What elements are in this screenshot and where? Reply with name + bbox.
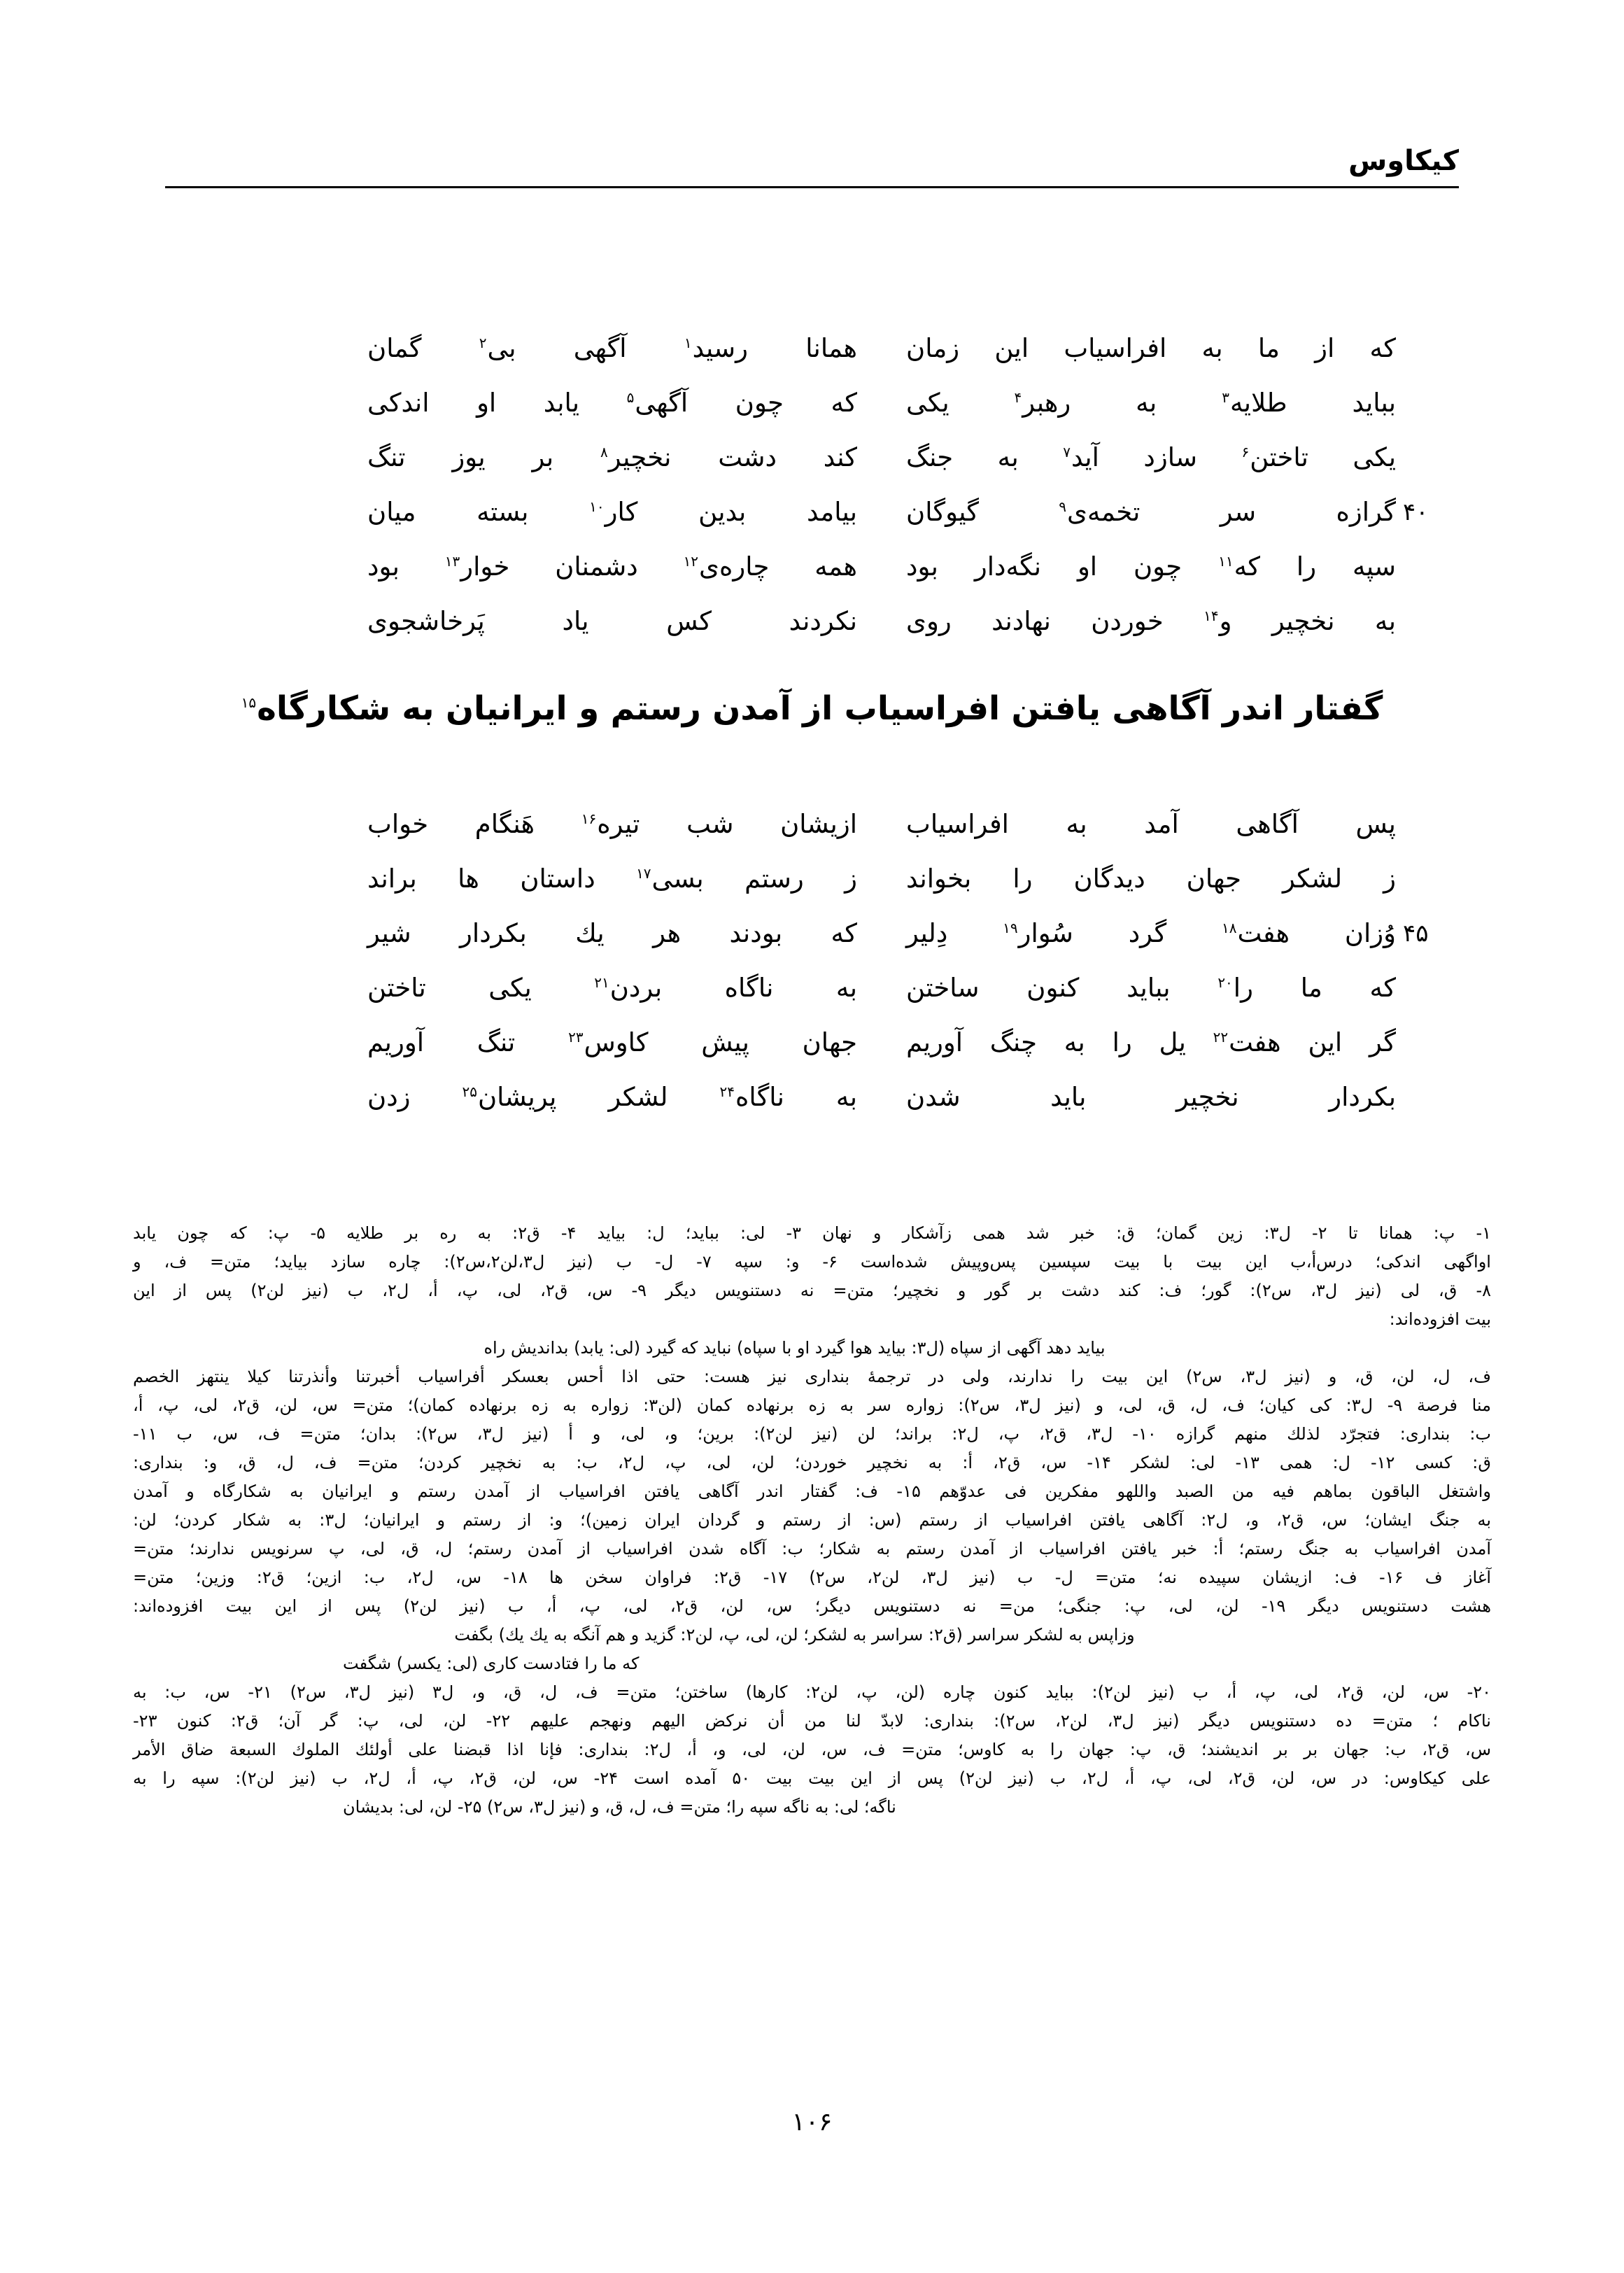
- verse-word: روی: [906, 606, 952, 636]
- apparatus-line: ف، ل، لن، ق، و (نیز ل۳، س۲) این بیت را ندارند، ولی در ترجمهٔ بنداری نیز هست: حتی اذا أحس بعسکر أفراسیاب أخبرتنا وأنذرتنا کیلا ینتهز الخصم: [133, 1367, 1492, 1386]
- verse-word: را: [1112, 1027, 1132, 1057]
- verse-word: همه: [814, 551, 857, 582]
- verse-word: از: [1315, 333, 1335, 363]
- header-rule: [165, 186, 1459, 188]
- verse-word: نگه‌دار: [974, 551, 1042, 582]
- verse-word: را: [1012, 864, 1033, 894]
- verse-word: بی$^۲$: [479, 333, 516, 363]
- apparatus-line: وزاپس به لشکر سراسر (ق۲: سراسر به لشکر؛ لن، لی، پ، لن۲: گزید و هم آنگه به یك یك) بگفت: [454, 1625, 1135, 1645]
- verse-word: آید$^۷$: [1063, 442, 1099, 472]
- verse-line: [165, 907, 1459, 962]
- footnote-marker: ۶: [1241, 443, 1250, 460]
- apparatus-line: ۲۰- س، لن، ق۲، لی، پ، أ، ب (نیز لن۲): بباید کنون چاره (لن، پ، لن۲: کارها) ساختن؛ متن= ف، ل، ق، و، ل۳ (نیز ل۳، س۲) ۲۱- س، ب: به: [133, 1682, 1492, 1702]
- verse-word: چون: [735, 388, 784, 418]
- verse-word: اندکی: [367, 388, 430, 418]
- verse-word: آگاهی: [1236, 809, 1299, 839]
- verse-word: آوریم: [367, 1027, 424, 1057]
- verse-number: ۴۰: [1403, 498, 1429, 526]
- verse-word: که: [831, 388, 857, 418]
- verse-word: کس: [666, 606, 712, 636]
- verse-line: [165, 798, 1459, 852]
- hemistich-first: [906, 486, 1396, 539]
- footnote-marker: ۱۸: [1221, 919, 1237, 936]
- verse-word: بودند: [729, 918, 783, 948]
- apparatus-line: ق: کسی ۱۲- ل: همی ۱۳- لی: لشکر ۱۴- س، ق۲، أ: به نخچیر خوردن؛ لن، لی، پ، ل۲، ب: به نخچیر کردن؛ متن= ف، ل، ق، و: بنداری:: [133, 1453, 1491, 1472]
- verse-word: بر: [532, 442, 554, 472]
- verse-word: جهان: [1186, 864, 1242, 894]
- footnote-marker: ۱۹: [1003, 919, 1018, 936]
- verse-word: خوار$^{۱۳}$: [444, 551, 510, 582]
- verse-word: گیوگان: [906, 497, 979, 527]
- footnote-marker: ۷: [1063, 443, 1071, 460]
- verse-line: [165, 377, 1459, 431]
- footnote-marker: ۸: [600, 443, 608, 460]
- verse-word: گرازه: [1336, 497, 1396, 527]
- hemistich-second: [367, 540, 857, 593]
- verse-word: سُوار$^{۱۹}$: [1003, 918, 1073, 948]
- verse-word: بخواند: [906, 864, 972, 894]
- verse-word: یکی: [1353, 442, 1396, 472]
- hemistich-first: [906, 595, 1396, 648]
- verse-word: بباید: [1127, 973, 1171, 1003]
- verse-word: به: [1064, 1027, 1085, 1057]
- footnote-marker: ۱۰: [589, 498, 605, 515]
- footnote-marker: ۱: [684, 334, 692, 351]
- apparatus-line: آمدن افراسیاب به جنگ رستم؛ أ: خبر یافتن افراسیاب از آمدن رستم به شکار؛ ب: آگاه شدن افراسیاب از آمدن رستم؛ ل، ق، لی، پ سرنویس ندارند؛ متن=: [133, 1539, 1491, 1558]
- verse-word: نهادند: [991, 606, 1051, 636]
- apparatus-criticus: [133, 1219, 1491, 1822]
- section-heading: [165, 689, 1459, 728]
- verse-word: لشکر: [608, 1082, 668, 1112]
- hemistich-first: [906, 540, 1396, 593]
- footnote-marker: ۲۱: [594, 973, 609, 991]
- hemistich-first: [906, 322, 1396, 375]
- footnote-marker: ۹: [1059, 498, 1067, 515]
- footnote-marker: ۲۳: [568, 1028, 584, 1046]
- verse-word: تیره$^{۱۶}$: [581, 809, 640, 839]
- verse-block-1: [165, 322, 1459, 649]
- verse-word: نخچیر: [1271, 606, 1335, 636]
- verse-block-2: [165, 798, 1459, 1125]
- verse-word: زدن: [367, 1082, 411, 1112]
- verse-word: و$^{۱۴}$: [1203, 606, 1232, 636]
- verse-word: طلایه$^۳$: [1222, 388, 1287, 418]
- verse-word: یك: [575, 918, 605, 948]
- verse-word: چون: [1134, 551, 1182, 582]
- page-header: [165, 146, 1459, 188]
- verse-word: پس: [1355, 809, 1396, 839]
- verse-word: دِلیر: [906, 918, 948, 948]
- verse-word: یوز: [452, 442, 486, 472]
- verse-word: کنون: [1026, 973, 1080, 1003]
- apparatus-line: بیاید دهد آگهی از سپاه (ل۳: بیاید هوا گیرد او با سپاه) نباید که گیرد (لی: یابد) بداندیش راه: [483, 1338, 1106, 1358]
- verse-word: بکردار: [1329, 1082, 1396, 1112]
- verse-word: آمد: [1144, 809, 1179, 839]
- footnote-marker: ۲۲: [1213, 1028, 1229, 1046]
- verse-word: شدن: [906, 1082, 961, 1112]
- verse-word: آوریم: [906, 1027, 963, 1057]
- apparatus-line: علی کیکاوس: در س، لن، ق۲، لی، پ، أ، ل۲، ب (نیز لن۲) پس از این بیت بیت ۵۰ آمده است ۲۴- س، لن، ق۲، پ، أ، ل۲، ب (نیز لن۲): سپه را به: [133, 1768, 1492, 1788]
- hemistich-first: [906, 377, 1396, 430]
- hemistich-second: [367, 852, 857, 906]
- verse-word: این: [1308, 1027, 1343, 1057]
- verse-line: [165, 322, 1459, 377]
- verse-word: بسی$^{۱۷}$: [636, 864, 704, 894]
- verse-word: داستان: [520, 864, 595, 894]
- verse-word: که: [831, 918, 857, 948]
- verse-word: تخمه‌ی$^۹$: [1059, 497, 1141, 527]
- hemistich-second: [367, 798, 857, 851]
- verse-word: هفت$^{۱۸}$: [1221, 918, 1290, 948]
- verse-word: به: [835, 1082, 857, 1112]
- footnote-marker: ۲۵: [462, 1083, 477, 1100]
- verse-word: همانا: [805, 333, 857, 363]
- verse-word: براند: [367, 864, 417, 894]
- verse-word: تنگ: [476, 1027, 516, 1057]
- verse-word: افراسیاب: [906, 809, 1009, 839]
- verse-word: پَرخاشجوی: [367, 606, 485, 636]
- verse-word: به: [1136, 388, 1157, 418]
- running-head: کیکاوس: [1348, 145, 1459, 177]
- verse-word: بردن$^{۲۱}$: [594, 973, 663, 1003]
- verse-word: که$^{۱۱}$: [1218, 551, 1261, 582]
- apparatus-line: ۱- پ: همانا تا ۲- ل۳: زین گمان؛ ق: خبر شد همی زآشکار و نهان ۳- لی: بباید؛ ل: بیاید ۴- ق۲: به ره بر طلایه ۵- پ: که چون یابد: [133, 1223, 1491, 1243]
- footnote-marker: ۱۳: [444, 552, 460, 570]
- verse-word: او: [476, 388, 497, 418]
- apparatus-line: ۸- ق، لی (نیز ل۳، س۲): گور؛ ف: کند دشت بر گور و نخچیر؛ متن= نه دستنویس دیگر ۹- س، ق۲، لی، پ، أ، ل۲، ب (نیز لن۲) پس از این: [133, 1281, 1491, 1300]
- verse-word: هر: [653, 918, 682, 948]
- verse-word: که: [1369, 333, 1396, 363]
- verse-word: ساختن: [906, 973, 980, 1003]
- hemistich-second: [367, 907, 857, 960]
- verse-number: ۴۵: [1403, 920, 1429, 948]
- verse-word: جنگ: [906, 442, 954, 472]
- verse-word: بسته: [476, 497, 529, 527]
- verse-word: هَنگام: [474, 809, 535, 839]
- verse-word: رسید$^۱$: [684, 333, 749, 363]
- verse-line: [165, 595, 1459, 649]
- verse-word: کار$^{۱۰}$: [589, 497, 638, 527]
- verse-word: بود: [367, 551, 400, 582]
- verse-word: بباید: [1352, 388, 1396, 418]
- verse-word: جهان: [802, 1027, 857, 1057]
- apparatus-line: ناکام ؛ متن= ده دستنویس دیگر (نیز ل۳، لن۲، س۲): بنداری: لابدّ لنا من أن نرکض الیهم ونهجم علیهم ۲۲- لن، لی، پ: گر آن؛ ق۲: کنون ۲۳-: [133, 1711, 1491, 1731]
- verse-word: ناگاه$^{۲۴}$: [719, 1082, 784, 1112]
- apparatus-line: ب: بنداری: فتجرّد لذلك منهم گرازه ۱۰- ل۳، ق۲، پ، ل۲: براند؛ لن (نیز لن۲): برین؛ و، لی، و أ (نیز ل۳، س۲): بدان؛ متن= ف، س، ب ۱۱-: [133, 1424, 1492, 1444]
- verse-word: به: [1201, 333, 1223, 363]
- verse-word: را: [1296, 551, 1317, 582]
- verse-word: هفت$^{۲۲}$: [1213, 1027, 1281, 1057]
- verse-word: پریشان$^{۲۵}$: [462, 1082, 557, 1112]
- verse-word: به: [1066, 809, 1087, 839]
- verse-word: گر: [1369, 1027, 1396, 1057]
- apparatus-line: منا فرصة ۹- ل۳: کی کیان؛ ف، ل، ق، لی، و (نیز ل۳، س۲): زواره سر به زه برنهاده کمان (لن۳: زواره به زه برنهاده کمان)؛ متن= س، لن، ق۲، لی، پ، أ،: [133, 1395, 1491, 1415]
- verse-word: چنگ: [989, 1027, 1037, 1057]
- verse-word: ناگاه: [724, 973, 774, 1003]
- apparatus-line: س، ق۲، ب: جهان بر بر اندیشند؛ ق، پ: جهان را به کاوس؛ متن= ف، س، لن، لی، و، أ، ل۲: بنداری: فإنا اذا قبضنا علی أولئك الملوك السبعة ضاق الأمر: [133, 1740, 1491, 1759]
- verse-word: تاختن$^۶$: [1241, 442, 1308, 472]
- verse-word: این: [994, 333, 1029, 363]
- verse-word: که: [1369, 973, 1396, 1003]
- apparatus-line: واشتغل الباقون بماهم فیه من الصبد واللهو مفکرین فی عدوّهم ۱۵- ف: گفتار اندر آگاهی یافتن افراسیاب از آمدن رستم و ایرانیان به شکارگاه و آمدن: [133, 1482, 1491, 1501]
- footnote-marker: ۱۵: [241, 694, 257, 712]
- footnote-marker: ۱۲: [683, 552, 699, 570]
- verse-word: چاره‌ی$^{۱۲}$: [683, 551, 770, 582]
- apparatus-line: به جنگ ایشان؛ س، ق۲، و، ل۲: آگاهی یافتن افراسیاب از رستم (س: از رستم و گردان ایران زمین)؛ و: از رستم و ایرانیان؛ ل۳: به شکار کردن؛ لن:: [133, 1510, 1492, 1530]
- footnote-marker: ۵: [626, 388, 635, 406]
- verse-word: میان: [367, 497, 416, 527]
- verse-line: [165, 486, 1459, 540]
- verse-line: [165, 1071, 1459, 1125]
- verse-word: وُزان: [1344, 918, 1396, 948]
- hemistich-second: [367, 1071, 857, 1124]
- hemistich-first: [906, 798, 1396, 851]
- hemistich-first: [906, 1016, 1396, 1069]
- verse-word: را$^{۲۰}$: [1217, 973, 1253, 1003]
- footnote-marker: ۱۶: [581, 810, 597, 827]
- verse-word: به: [835, 973, 857, 1003]
- verse-word: لشکر: [1283, 864, 1343, 894]
- footnote-marker: ۲۰: [1217, 973, 1233, 991]
- verse-word: سازد: [1143, 442, 1198, 472]
- hemistich-second: [367, 486, 857, 539]
- hemistich-first: [906, 852, 1396, 906]
- verse-word: دیدگان: [1073, 864, 1145, 894]
- hemistich-second: [367, 431, 857, 484]
- verse-word: گمان: [367, 333, 422, 363]
- footnote-marker: ۲: [479, 334, 487, 351]
- verse-word: سر: [1220, 497, 1257, 527]
- verse-word: ما: [1257, 333, 1280, 363]
- verse-word: آگهی: [573, 333, 627, 363]
- verse-word: باید: [1050, 1082, 1087, 1112]
- verse-word: تاختن: [367, 973, 426, 1003]
- verse-word: نخچیر: [1176, 1082, 1239, 1112]
- hemistich-second: [367, 1016, 857, 1069]
- verse-word: ز: [845, 864, 857, 894]
- verse-word: خوردن: [1091, 606, 1164, 636]
- apparatus-line: هشت دستنویس دیگر ۱۹- لن، لی، پ: جنگی؛ من= نه دستنویس دیگر؛ س، لن، ق۲، لی، پ، أ، ب (نیز لن۲) پس از این بیت افزوده‌اند:: [133, 1596, 1491, 1616]
- footnote-marker: ۳: [1222, 388, 1229, 406]
- verse-word: نخچیر$^۸$: [600, 442, 672, 472]
- apparatus-line: ناگه؛ لی: به ناگه سپه را؛ متن= ف، ل، ق، و (نیز ل۳، س۲) ۲۵- لن، لی: بدیشان: [343, 1797, 896, 1817]
- verse-word: رهبر$^۴$: [1014, 388, 1071, 418]
- verse-word: یل: [1159, 1027, 1186, 1057]
- verse-word: یکی: [906, 388, 949, 418]
- verse-word: ز: [1383, 864, 1396, 894]
- verse-word: یاد: [562, 606, 589, 636]
- verse-word: تنگ: [367, 442, 406, 472]
- verse-word: ازیشان: [780, 809, 857, 839]
- verse-word: به: [1374, 606, 1396, 636]
- apparatus-line: که ما را فتادست کاری (لی: یکسر) شگفت: [343, 1654, 640, 1673]
- hemistich-second: [367, 962, 857, 1015]
- apparatus-line: بیت افزوده‌اند:: [1389, 1309, 1491, 1329]
- verse-word: گرد: [1128, 918, 1167, 948]
- hemistich-second: [367, 322, 857, 375]
- verse-word: یابد: [543, 388, 580, 418]
- verse-word: شب: [686, 809, 734, 839]
- verse-line: [165, 1016, 1459, 1071]
- hemistich-first: [906, 962, 1396, 1015]
- footnote-marker: ۲۴: [719, 1083, 735, 1100]
- verse-word: نکردند: [789, 606, 857, 636]
- footnote-marker: ۱۴: [1203, 607, 1219, 624]
- footnote-marker: ۴: [1014, 388, 1022, 406]
- verse-word: بیامد: [807, 497, 857, 527]
- verse-word: او: [1077, 551, 1098, 582]
- verse-word: کند: [823, 442, 857, 472]
- verse-word: بود: [906, 551, 938, 582]
- verse-word: خواب: [367, 809, 429, 839]
- hemistich-second: [367, 377, 857, 430]
- verse-word: به: [997, 442, 1019, 472]
- verse-line: [165, 962, 1459, 1016]
- hemistich-first: [906, 431, 1396, 484]
- verse-word: پیش: [701, 1027, 749, 1057]
- footnote-marker: ۱۱: [1218, 552, 1234, 570]
- verse-word: آگهی$^۵$: [626, 388, 689, 418]
- hemistich-first: [906, 907, 1396, 960]
- hemistich-first: [906, 1071, 1396, 1124]
- verse-word: رستم: [744, 864, 804, 894]
- hemistich-second: [367, 595, 857, 648]
- verse-word: یکی: [488, 973, 532, 1003]
- verse-line: [165, 540, 1459, 595]
- verse-word: سپه: [1352, 551, 1396, 582]
- verse-word: شیر: [367, 918, 411, 948]
- verse-line: [165, 852, 1459, 907]
- verse-word: بکردار: [460, 918, 527, 948]
- verse-word: ها: [458, 864, 479, 894]
- verse-word: بدین: [698, 497, 747, 527]
- section-heading-text: گفتار اندر آگاهی یافتن افراسیاب از آمدن رستم و ایرانیان به شکارگاه: [257, 689, 1383, 728]
- footnote-marker: ۱۷: [636, 864, 651, 882]
- verse-word: افراسیاب: [1064, 333, 1167, 363]
- verse-word: کاوس$^{۲۳}$: [568, 1027, 649, 1057]
- apparatus-line: اواگهی اندکی؛ درس‌أ،ب این بیت با بیت سپسین پس‌وپیش شده‌است ۶- و: سپه ۷- ل- ب (نیز ل۳،لن۲،س۲): چاره سازد بیاید؛ متن= ف، و: [133, 1252, 1491, 1272]
- verse-line: [165, 431, 1459, 486]
- verse-word: ما: [1300, 973, 1322, 1003]
- verse-word: زمان: [906, 333, 960, 363]
- folio-number: ۱۰۶: [791, 2108, 833, 2137]
- verse-word: دشمنان: [555, 551, 638, 582]
- apparatus-line: آغاز ف ۱۶- ف: ازیشان سپیده نه؛ متن= ل- ب (نیز ل۳، لن۲، س۲) ۱۷- ق۲: فراوان سخن ها ۱۸- س، ل۲، ب: ازین؛ ق۲: وزین؛ متن=: [133, 1568, 1491, 1587]
- verse-word: دشت: [718, 442, 777, 472]
